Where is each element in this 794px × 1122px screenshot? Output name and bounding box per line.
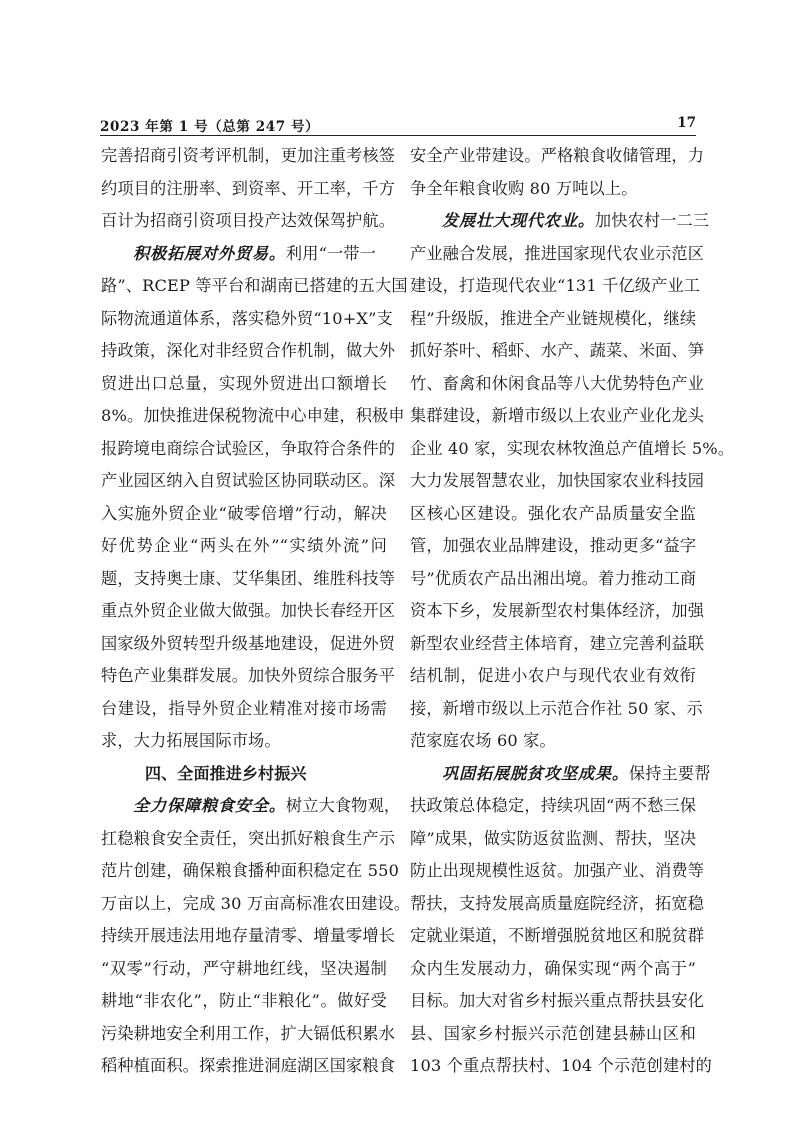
text-line [101, 368, 387, 401]
paragraph-lead: 全力保障粮食安全。 [133, 796, 286, 815]
text-line [101, 790, 401, 823]
text-line [410, 205, 710, 238]
text-line [101, 173, 396, 206]
text-line [410, 400, 705, 433]
text-line [410, 725, 696, 758]
section-heading: 四、全面推进乡村振兴 [145, 763, 307, 783]
line-text: 保持主要帮 [628, 763, 711, 783]
line-text: 扶政策总体稳定，持续巩固“两不愁三保 [410, 796, 697, 815]
text-line [410, 563, 696, 596]
line-text: 求，大力拓展国际市场。 [101, 731, 281, 750]
line-text: 障”成果，做实防返贫监测、帮扶，坚决 [410, 828, 697, 848]
text-line [101, 303, 393, 336]
text-line [410, 335, 705, 368]
text-line [410, 985, 705, 1018]
line-text: 区核心区建设。强化农产品质量安全监 [410, 503, 696, 523]
text-line [101, 823, 396, 856]
line-text: 新型农业经营主体培育，建立完善利益联 [410, 633, 705, 653]
text-line [410, 823, 696, 856]
line-text: 国家级外贸转型升级基地建设，促进外贸 [101, 633, 396, 653]
text-line [410, 270, 701, 303]
line-text: “双零”行动，严守耕地红线，坚决遏制 [101, 958, 387, 978]
text-line [101, 1050, 396, 1083]
issue-label: 2023 年第 1 号（总第 247 号） [100, 119, 320, 135]
text-line [101, 725, 387, 758]
text-line [410, 498, 696, 531]
line-text: 程”升级版，推进全产业链规模化，继续 [410, 308, 697, 328]
text-line [410, 530, 696, 563]
line-text: 持续开展违法用地存量清零、增量零增长 [101, 926, 396, 945]
line-text: 台建设，指导外贸企业精准对接市场需 [101, 698, 387, 718]
text-line [410, 693, 703, 726]
line-text: 安全产业带建设。严格粮食收储管理，力 [410, 146, 705, 165]
paragraph-lead: 发展壮大现代农业。 [442, 211, 595, 230]
line-text: 题，支持奥士康、艾华集团、维胜科技等 [101, 568, 396, 588]
text-line [101, 953, 387, 986]
line-text: 报跨境电商综合试验区，争取符合条件的 [101, 438, 396, 458]
line-text: 众内生发展动力，确保实现“两个高于” [410, 958, 696, 978]
paragraph-lead: 巩固拓展脱贫攻坚成果。 [442, 763, 629, 783]
line-text: 路”、RCEP 等平台和湖南已搭建的五大国 [101, 276, 408, 295]
text-line [101, 660, 396, 693]
text-line [410, 1018, 696, 1051]
line-text: 接，新增市级以上示范合作社 50 家、示 [410, 698, 703, 718]
line-text: 重点外贸企业做大做强。加快长春经开区 [101, 601, 396, 620]
line-text: 际物流通道体系，落实稳外贸“10+X”支 [101, 308, 393, 328]
line-text: 结机制，促进小农户与现代农业有效衔 [410, 666, 696, 685]
line-text: 稻种植面积。探索推进洞庭湖区国家粮食 [101, 1056, 396, 1075]
line-text: 特色产业集群发展。加快外贸综合服务平 [101, 666, 396, 685]
text-line [410, 628, 705, 661]
line-text: 范家庭农场 60 家。 [410, 731, 556, 750]
line-text: 8%。加快推进保税物流中心申建，积极申 [101, 406, 405, 425]
text-line [101, 465, 396, 498]
text-line [410, 660, 696, 693]
text-line [101, 920, 396, 953]
paragraph-lead: 积极拓展对外贸易。 [133, 243, 286, 263]
line-text: 贸进出口总量，实现外贸进出口额增长 [101, 373, 387, 393]
text-line [410, 855, 705, 888]
right-column [410, 140, 735, 1083]
text-line [101, 855, 400, 888]
line-text: 污染耕地安全利用工作，扩大镉低积累水 [101, 1023, 396, 1043]
line-text: 加快农村一二三 [594, 211, 710, 230]
text-line [410, 790, 696, 823]
line-text: 好优势企业“两头在外”“实绩外流”问 [101, 536, 387, 555]
running-header [100, 113, 696, 136]
text-line [101, 595, 396, 628]
left-column [101, 140, 411, 1083]
line-text: 管，加强农业品牌建设，推动更多“益字 [410, 536, 697, 555]
line-text: 产业融合发展，推进国家现代农业示范区 [410, 243, 705, 263]
line-text: 目标。加大对省乡村振兴重点帮扶县安化 [410, 991, 705, 1010]
text-line [410, 465, 705, 498]
text-line [410, 888, 705, 921]
line-text: 防止出现规模性返贫。加强产业、消费等 [410, 861, 705, 880]
line-text: 抓好茶叶、稻虾、水产、蔬菜、米面、笋 [410, 341, 705, 360]
text-line [410, 595, 705, 628]
text-line [410, 953, 696, 986]
text-line [101, 1018, 396, 1051]
line-text: 企业 40 家，实现农林牧渔总产值增长 5%。 [410, 438, 735, 458]
line-text: 定就业渠道，不断增强脱贫地区和脱贫群 [410, 926, 705, 945]
text-line [410, 1050, 713, 1083]
text-line [101, 238, 387, 271]
line-text: 争全年粮食收购 80 万吨以上。 [410, 178, 638, 198]
text-line [410, 920, 705, 953]
line-text: 树立大食物观， [285, 796, 401, 815]
text-line [410, 368, 705, 401]
line-text: 耕地“非农化”，防止“非粮化”。做好受 [101, 991, 387, 1010]
page-number: 17 [677, 115, 696, 131]
line-text: 资本下乡，发展新型农村集体经济，加强 [410, 601, 705, 620]
line-text: 完善招商引资考评机制，更加注重考核签 [101, 146, 396, 165]
text-line [410, 758, 711, 791]
line-text: 帮扶，支持发展高质量庭院经济，拓宽稳 [410, 893, 705, 913]
text-line [410, 238, 705, 271]
line-text: 103 个重点帮扶村、104 个示范创建村的 [410, 1056, 713, 1075]
text-line [410, 433, 735, 466]
line-text: 集群建设，新增市级以上农业产业化龙头 [410, 406, 705, 425]
line-text: 大力发展智慧农业，加快国家农业科技园 [410, 471, 705, 490]
text-line [101, 628, 396, 661]
line-text: 持政策，深化对非经贸合作机制，做大外 [101, 341, 396, 360]
line-text: 万亩以上，完成 30 万亩高标准农田建设。 [101, 893, 411, 913]
text-line [101, 335, 396, 368]
line-text: 建设，打造现代农业“131 千亿级产业工 [410, 276, 701, 295]
line-text: 扛稳粮食安全责任，突出抓好粮食生产示 [101, 828, 396, 848]
text-line [101, 693, 387, 726]
text-line [101, 270, 408, 303]
line-text: 百计为招商引资项目投产达效保驾护航。 [101, 211, 396, 230]
text-line [101, 140, 396, 173]
text-line [101, 205, 396, 238]
text-line [410, 140, 705, 173]
text-line [410, 173, 696, 206]
line-text: 范片创建，确保粮食播种面积稳定在 550 [101, 861, 400, 880]
text-line [101, 498, 387, 531]
text-line [101, 433, 396, 466]
text-line [101, 888, 411, 921]
line-text: 县、国家乡村振兴示范创建县赫山区和 [410, 1023, 696, 1043]
line-text: 竹、畜禽和休闲食品等八大优势特色产业 [410, 373, 705, 393]
line-text: 产业园区纳入自贸试验区协同联动区。深 [101, 471, 396, 490]
line-text: 入实施外贸企业“破零倍增”行动，解决 [101, 503, 387, 523]
line-text: 号”优质农产品出湘出境。着力推动工商 [410, 568, 697, 588]
text-line [410, 303, 696, 336]
text-line [101, 563, 396, 596]
text-line [101, 530, 387, 563]
line-text: 利用“一带一 [285, 243, 377, 263]
text-line [101, 400, 405, 433]
line-text: 约项目的注册率、到资率、开工率，千方 [101, 178, 396, 198]
text-line [101, 985, 387, 1018]
